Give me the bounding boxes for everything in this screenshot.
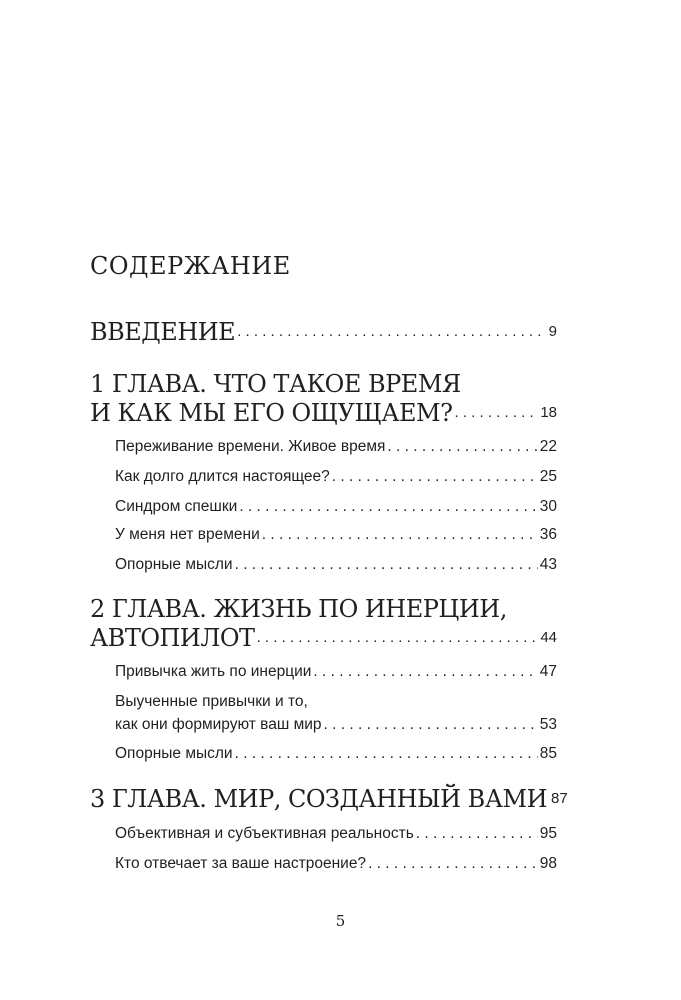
toc-subentry-page: 53 <box>539 716 557 733</box>
leader-dots <box>387 437 537 457</box>
toc-subentry-page: 43 <box>539 556 557 573</box>
toc-chapter-1-title-line1: 1 ГЛАВА. ЧТО ТАКОЕ ВРЕМЯ <box>90 370 461 398</box>
toc-subentry-page: 85 <box>539 745 557 762</box>
toc-subentry-label: Синдром спешки <box>115 498 238 515</box>
toc-subentry-label: как они формируют ваш мир <box>115 716 322 733</box>
page-title: СОДЕРЖАНИЕ <box>90 252 291 280</box>
toc-entry-label: И КАК МЫ ЕГО ОЩУЩАЕМ? <box>90 399 453 427</box>
page-number: 5 <box>335 912 346 930</box>
toc-subentry-label: У меня нет времени <box>115 526 260 543</box>
toc-subentry[interactable] <box>115 744 557 764</box>
toc-subentry-label-line1: Выученные привычки и то, <box>115 693 308 710</box>
toc-subentry[interactable] <box>115 662 557 682</box>
toc-subentry[interactable] <box>115 555 557 575</box>
toc-subentry[interactable] <box>115 824 557 844</box>
toc-entry-label: ВВЕДЕНИЕ <box>90 318 236 346</box>
toc-subentry[interactable] <box>115 467 557 487</box>
leader-dots <box>235 744 538 764</box>
leader-dots <box>237 318 546 346</box>
toc-entry-label: 3 ГЛАВА. МИР, СОЗДАННЫЙ ВАМИ <box>90 785 547 813</box>
toc-subentry[interactable] <box>115 854 557 874</box>
toc-subentry-page: 36 <box>539 526 557 543</box>
leader-dots <box>454 399 538 427</box>
toc-subentry-label: Объективная и субъективная реальность <box>115 825 414 842</box>
leader-dots <box>324 715 538 735</box>
toc-subentry-label: Как долго длится настоящее? <box>115 468 330 485</box>
toc-subentry-page: 47 <box>539 663 557 680</box>
toc-subentry-page: 98 <box>539 855 557 872</box>
toc-subentry[interactable] <box>115 497 557 517</box>
toc-entry-page: 87 <box>551 790 568 807</box>
leader-dots <box>257 624 539 652</box>
leader-dots <box>332 467 538 487</box>
toc-subentry-page: 95 <box>539 825 557 842</box>
toc-entry-chapter-3[interactable] <box>90 785 568 813</box>
leader-dots <box>313 662 537 682</box>
toc-chapter-2-title-line1: 2 ГЛАВА. ЖИЗНЬ ПО ИНЕРЦИИ, <box>90 595 507 623</box>
leader-dots <box>368 854 538 874</box>
toc-entry-label: АВТОПИЛОТ <box>90 624 255 652</box>
toc-entry-intro[interactable] <box>90 318 557 346</box>
toc-entry-page: 18 <box>540 404 557 421</box>
toc-subentry-page: 22 <box>539 438 557 455</box>
toc-subentry-label: Переживание времени. Живое время <box>115 438 386 455</box>
toc-subentry[interactable] <box>115 525 557 545</box>
toc-subentry-label: Привычка жить по инерции <box>115 663 312 680</box>
table-of-contents <box>90 0 568 1000</box>
leader-dots <box>262 525 538 545</box>
toc-subentry[interactable] <box>115 715 557 735</box>
toc-subentry-label: Опорные мысли <box>115 556 233 573</box>
toc-subentry-label: Опорные мысли <box>115 745 233 762</box>
toc-subentry[interactable] <box>115 437 557 457</box>
toc-subentry-page: 25 <box>539 468 557 485</box>
toc-subentry-page: 30 <box>539 498 557 515</box>
toc-subentry-label: Кто отвечает за ваше настроение? <box>115 855 367 872</box>
toc-entry-page: 44 <box>540 629 557 646</box>
toc-entry-page: 9 <box>548 323 557 340</box>
leader-dots <box>416 824 538 844</box>
toc-entry-chapter-1[interactable] <box>90 399 557 427</box>
leader-dots <box>235 555 538 575</box>
leader-dots <box>239 497 537 517</box>
toc-entry-chapter-2[interactable] <box>90 624 557 652</box>
